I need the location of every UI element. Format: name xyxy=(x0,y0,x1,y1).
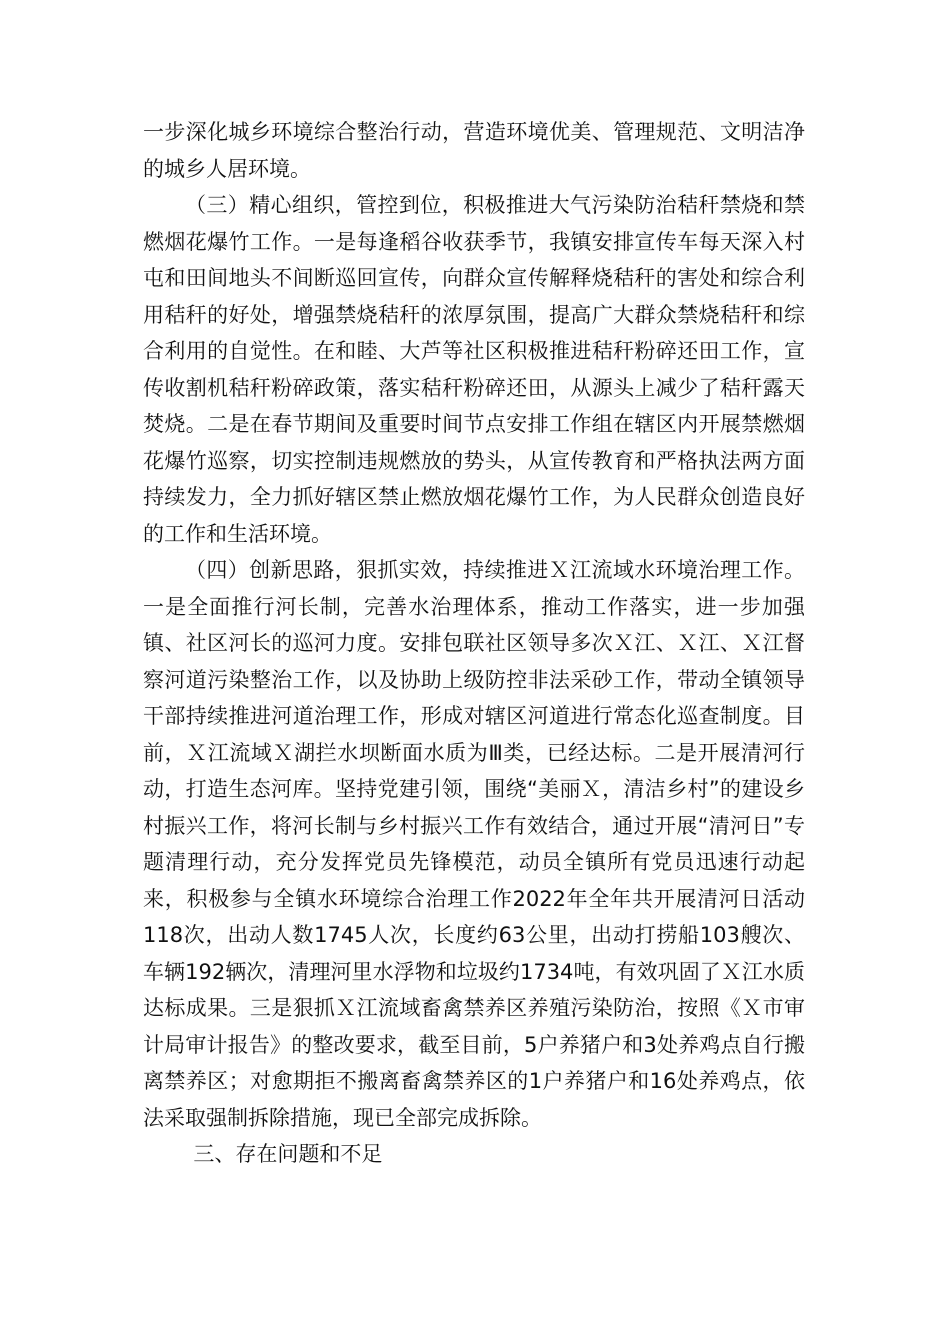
paragraph-straw-burning-ban: （三）精心组织，管控到位，积极推进大气污染防治秸秆禁烧和禁燃烟花爆竹工作。一是每逢稻谷收获季节，我镇安排宣传车每天深入村屯和田间地头不间断巡回宣传，向群众宣传解释烧秸秆的害处和综合利用秸秆的好处，增强禁烧秸秆的浓厚氛围，提高广大群众禁烧秸秆和综合利用的自觉性。在和睦、大芦等社区积极推进秸秆粉碎还田工作，宣传收割机秸秆粉碎政策，落实秸秆粉碎还田，从源头上减少了秸秆露天焚烧。二是在春节期间及重要时间节点安排工作组在辖区内开展禁燃烟花爆竹巡察，切实控制违规燃放的势头，从宣传教育和严格执法两方面持续发力，全力抓好辖区禁止燃放烟花爆竹工作，为人民群众创造良好的工作和生活环境。 xyxy=(143,193,805,546)
section-heading: 三、存在问题和不足 xyxy=(193,1142,383,1166)
paragraph-river-governance: （四）创新思路，狠抓实效，持续推进Ｘ江流域水环境治理工作。一是全面推行河长制，完善水治理体系，推动工作落实，进一步加强镇、社区河长的巡河力度。安排包联社区领导多次Ｘ江、Ｘ江、Ｘ江督察河道污染整治工作，以及协助上级防控非法采砂工作，带动全镇领导干部持续推进河道治理工作，形成对辖区河道进行常态化巡查制度。目前，Ｘ江流域Ｘ湖拦水坝断面水质为Ⅲ类，已经达标。二是开展清河行动，打造生态河库。坚持党建引领，围绕“美丽Ｘ，清洁乡村”的建设乡村振兴工作，将河长制与乡村振兴工作有效结合，通过开展“清河日”专题清理行动，充分发挥党员先锋模范，动员全镇所有党员迅速行动起来，积极参与全镇水环境综合治理工作2022年全年共开展清河日活动118次，出动人数1745人次，长度约63公里，出动打捞船103艘次、车辆192辆次，清理河里水浮物和垃圾约1734吨，有效巩固了Ｘ江水质达标成果。三是狠抓Ｘ江流域畜禽禁养区养殖污染防治，按照《Ｘ市审计局审计报告》的整改要求，截至目前，5户养猪户和3处养鸡点自行搬离禁养区；对愈期拒不搬离畜禽禁养区的1户养猪户和16处养鸡点，依法采取强制拆除措施，现已全部完成拆除。 xyxy=(143,558,805,1130)
paragraph-continuation: 一步深化城乡环境综合整治行动，营造环境优美、管理规范、文明洁净的城乡人居环境。 xyxy=(143,120,805,181)
document-page xyxy=(143,114,805,1173)
